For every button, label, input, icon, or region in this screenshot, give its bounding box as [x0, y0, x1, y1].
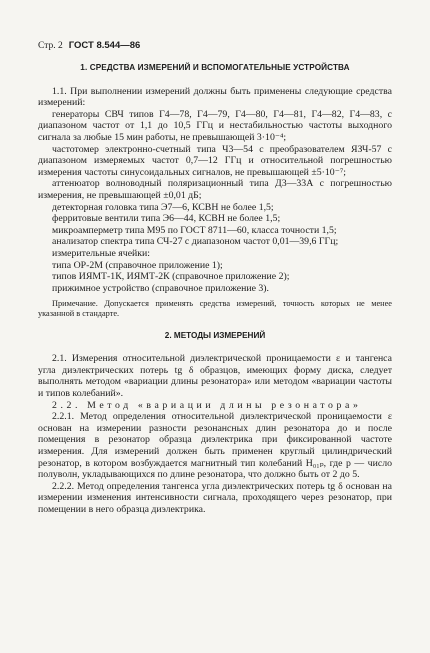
standard-code: ГОСТ 8.544—86: [68, 40, 141, 51]
document-body: [38, 62, 392, 516]
paragraph-clamping-device: прижимное устройство (справочное приложение 3).: [52, 282, 269, 294]
paragraph-2-2-1: 2.2.1. Метод определения относительной диэлектрической проницаемости ε основан на измерении разности резонансных длин резонатора до и после помещения в резонатор образца диэлектрика при фиксированной частоте измерения. Для измерений должен быть применен круглый цилиндрический резонатор, в котором возбуждается магнитный тип колебаний H₀₁ₚ, где p — число полуволн, укладывающихся по длине резонатора, что должно быть от 2 до 5.: [38, 411, 392, 481]
paragraph-spectrum-analyzer: анализатор спектра типа СЧ-27 с диапазоном частот 0,01—39,6 ГГц;: [52, 236, 339, 248]
paragraph-cell-iyamt: типов ИЯМТ-1К, ИЯМТ-2К (справочное приложение 2);: [52, 271, 290, 283]
page-header: [38, 40, 140, 51]
paragraph-microammeter: микроамперметр типа М95 по ГОСТ 8711—60, класса точности 1,5;: [52, 224, 337, 236]
section-1-title: 1. СРЕДСТВА ИЗМЕРЕНИЙ И ВСПОМОГАТЕЛЬНЫЕ УСТРОЙСТВА: [80, 63, 350, 72]
paragraph-2-2-heading: 2.2. Метод «вариации длины резонатора»: [52, 399, 362, 411]
paragraph-2-2-2: 2.2.2. Метод определения тангенса угла диэлектрических потерь tg δ основан на измерении изменения интенсивности сигнала, проходящего через резонатор, при помещении в него образца диэлектрика.: [38, 480, 392, 515]
paragraph-cell-or2m: типа ОР-2М (справочное приложение 1);: [52, 259, 223, 271]
page-number: Стр. 2: [38, 41, 63, 51]
paragraph-detector-head: детекторная головка типа Э7—6, КСВН не более 1,5;: [52, 201, 274, 213]
paragraph-1-1: 1.1. При выполнении измерений должны быть применены следующие средства измерений:: [38, 85, 392, 109]
paragraph-ferrite-valves: ферритовые вентили типа Э6—44, КСВН не более 1,5;: [52, 213, 281, 225]
paragraph-frequency-meter: частотомер электронно-счетный типа Ч3—54 с преобразователем ЯЗЧ-57 с диапазоном измеряемых частот 0,7—12 ГГц и относительной погрешностью измерения частоты синусоидальных сигналов, не превышающей ±5·10⁻⁷;: [38, 143, 392, 178]
section-2-title: 2. МЕТОДЫ ИЗМЕРЕНИЙ: [164, 330, 266, 340]
paragraph-generators: генераторы СВЧ типов Г4—78, Г4—79, Г4—80, Г4—81, Г4—82, Г4—83, с диапазоном частот от 1,1 до 10,5 ГГц и нестабильностью частоты выходного сигнала за любые 15 мин работы, не превышающей 3·10⁻⁴;: [38, 108, 392, 143]
paragraph-measuring-cells: измерительные ячейки:: [52, 247, 151, 259]
note: Примечание. Допускается применять средства измерений, точность которых не менее указанной в стандарте.: [38, 299, 392, 319]
paragraph-attenuator: аттенюатор волноводный поляризационный типа Д3—33А с погрешностью измерения, не превышающей ±0,01 дБ;: [38, 178, 392, 201]
paragraph-2-1: 2.1. Измерения относительной диэлектрической проницаемости ε и тангенса угла диэлектрических потерь tg δ образцов, имеющих форму диска, следует выполнять методом «вариации длины резонатора» или методом «вариации частоты и типов колебаний».: [38, 353, 392, 400]
